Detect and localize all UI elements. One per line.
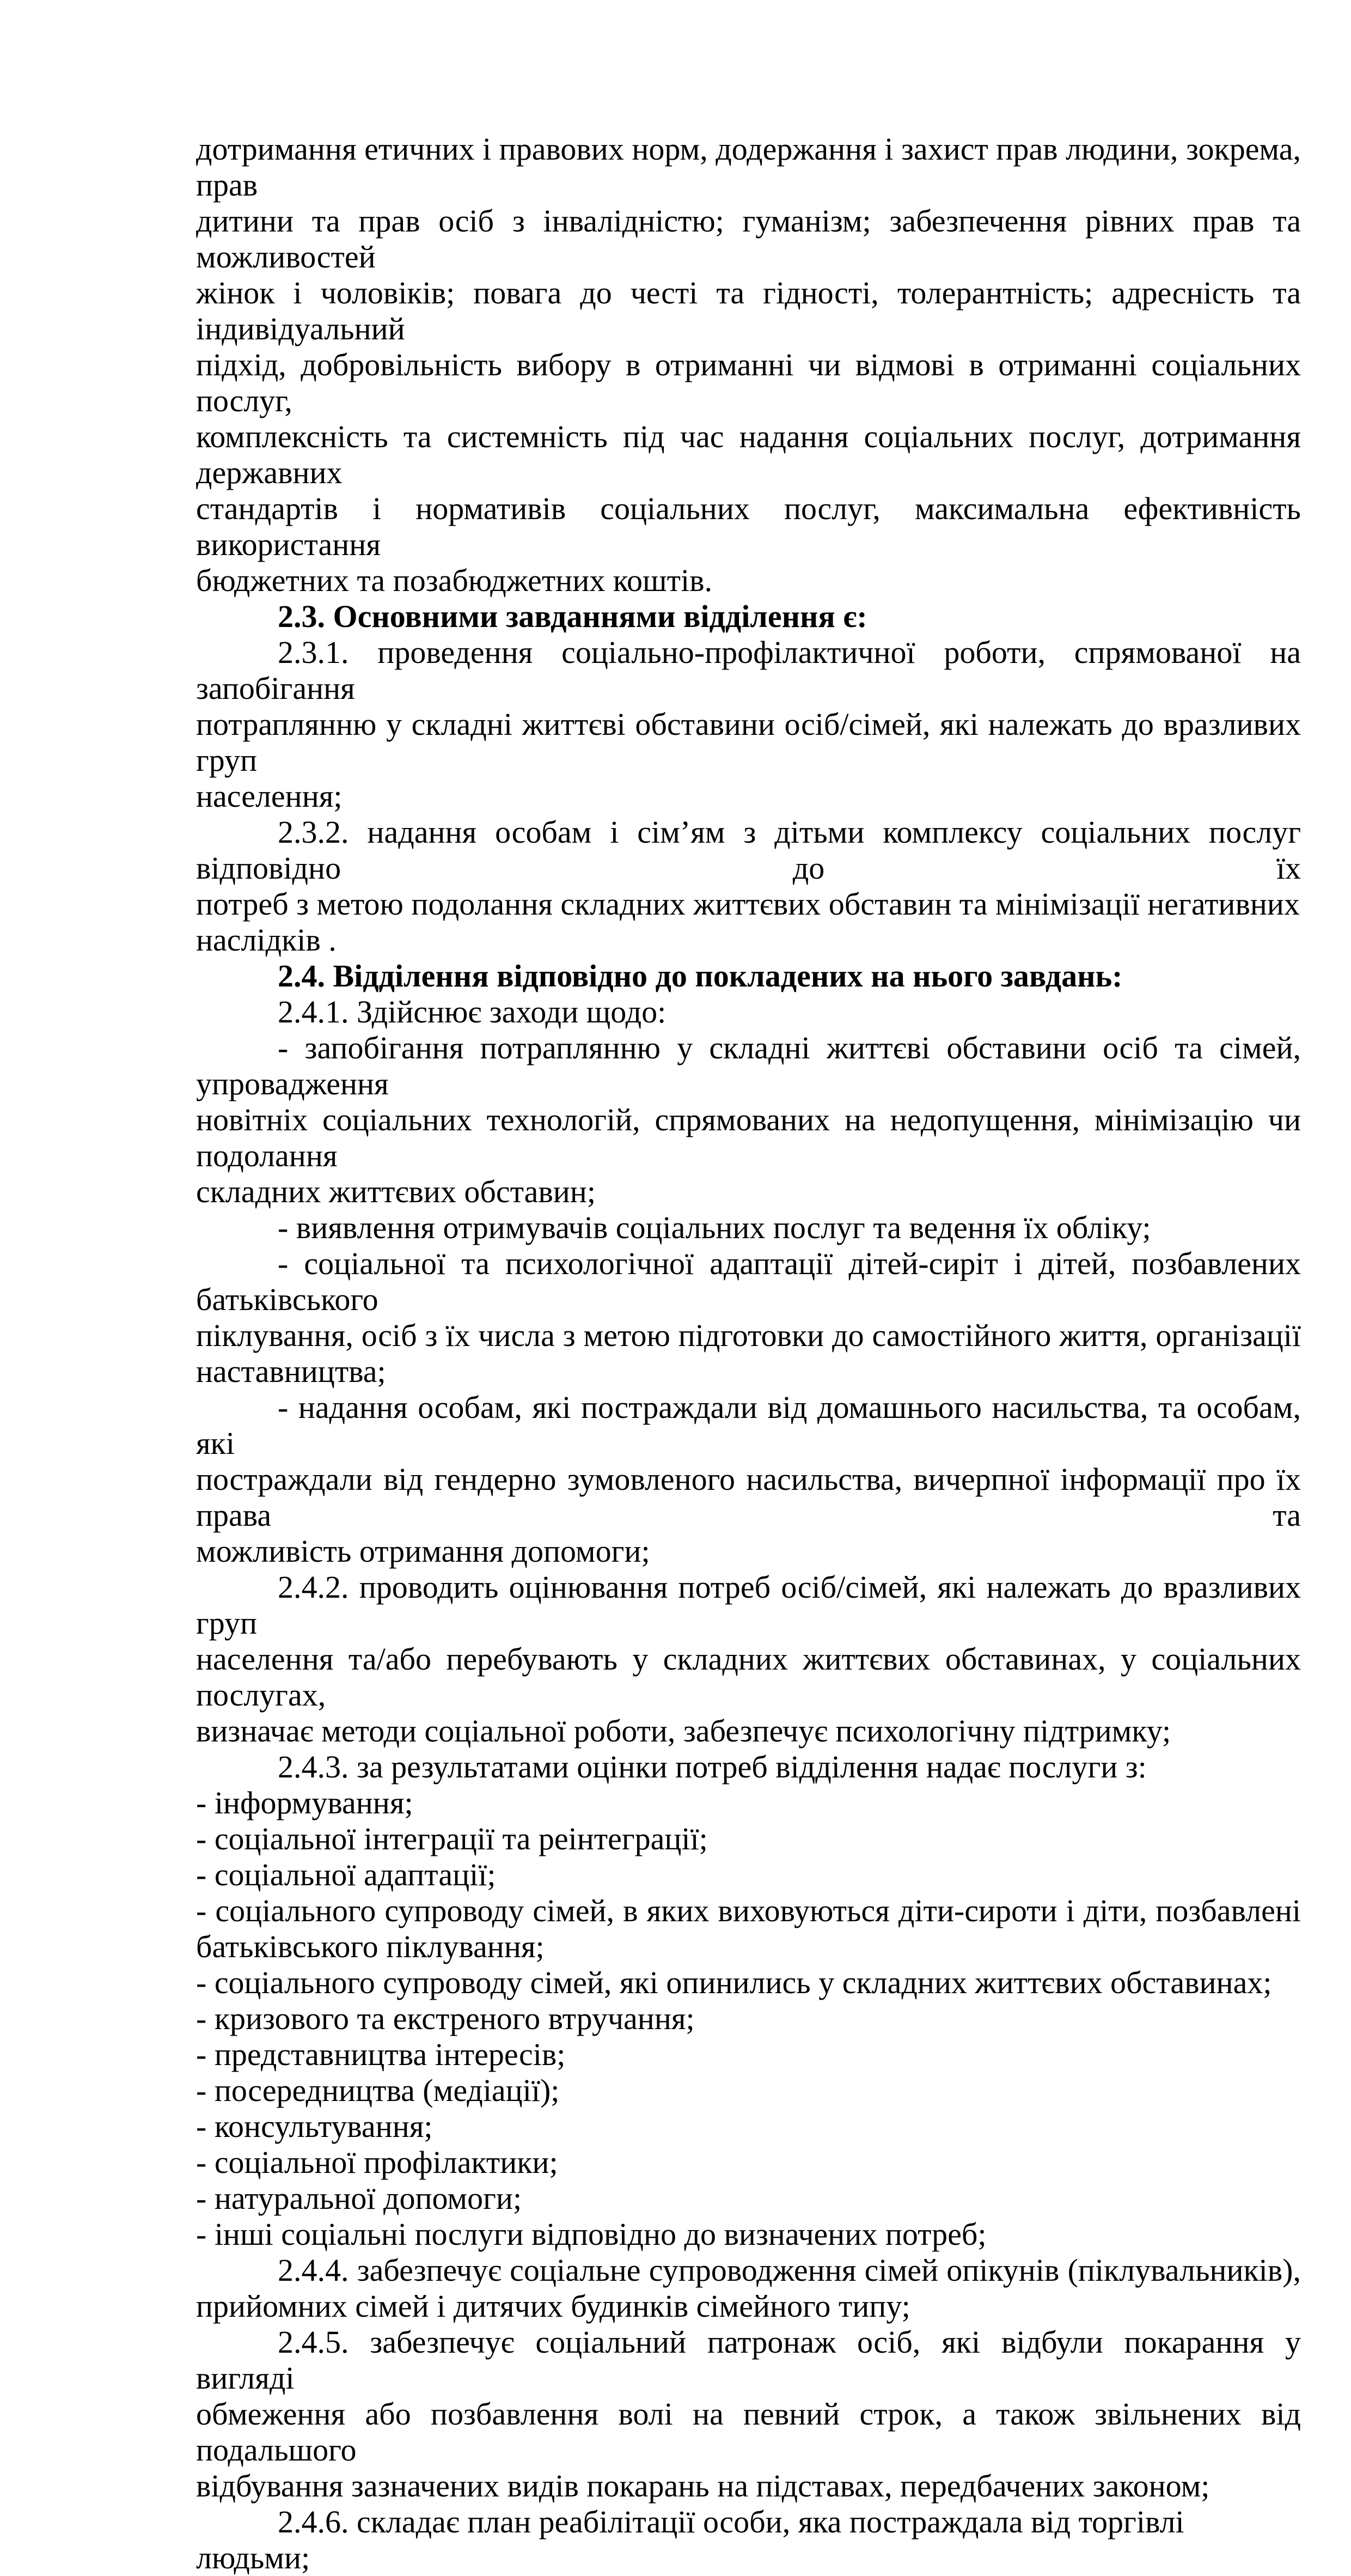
text-line: 2.4.6. складає план реабілітації особи, яка постраждала від торгівлі людьми; — [196, 2504, 1184, 2575]
text-line: 2.4. Відділення відповідно до покладених на нього завдань: — [278, 958, 1123, 994]
paragraph — [196, 1857, 1301, 1893]
paragraph — [196, 1893, 1301, 1965]
paragraph — [196, 1785, 1301, 1821]
text-line: прийомних сімей і дитячих будинків сімейного типу; — [196, 2288, 910, 2324]
text-line: можливість отримання допомоги; — [196, 1533, 650, 1569]
paragraph — [196, 2037, 1301, 2073]
text-line: 2.4.5. забезпечує соціальний патронаж осіб, які відбули покарання у вигляді — [196, 2324, 1301, 2396]
text-line: стандартів і нормативів соціальних послуг, максимальна ефективність використання — [196, 491, 1301, 562]
text-line: населення та/або перебувають у складних життєвих обставинах, у соціальних послугах, — [196, 1641, 1301, 1713]
paragraph — [196, 1246, 1301, 1390]
paragraph — [196, 1821, 1301, 1857]
text-line: - запобігання потраплянню у складні життєві обставини осіб та сімей, упровадження — [196, 1030, 1301, 1101]
text-line: - соціальної адаптації; — [196, 1857, 496, 1892]
paragraph — [196, 2073, 1301, 2109]
text-line: потраплянню у складні життєві обставини осіб/сімей, які належать до вразливих груп — [196, 707, 1301, 778]
paragraph — [196, 2145, 1301, 2181]
paragraph — [196, 1965, 1301, 2001]
text-line: - представництва інтересів; — [196, 2037, 566, 2072]
paragraph — [196, 2216, 1301, 2252]
text-line: батьківського піклування; — [196, 1929, 545, 1964]
text-line: - соціальної та психологічної адаптації дітей-сиріт і дітей, позбавлених батьківського — [196, 1246, 1301, 1317]
text-line: 2.4.3. за результатами оцінки потреб відділення надає послуги з: — [278, 1749, 1147, 1785]
paragraph — [196, 1030, 1301, 1210]
paragraph — [196, 635, 1301, 814]
text-line: - соціального супроводу сімей, які опинились у складних життєвих обставинах; — [196, 1965, 1272, 2000]
paragraph — [196, 1390, 1301, 1569]
paragraph — [196, 2181, 1301, 2216]
text-line: відбування зазначених видів покарань на підставах, передбачених законом; — [196, 2468, 1210, 2504]
paragraph — [196, 2109, 1301, 2145]
text-line: новітніх соціальних технологій, спрямованих на недопущення, мінімізацію чи подолання — [196, 1102, 1301, 1173]
text-line: - соціальної інтеграції та реінтеграції; — [196, 1821, 708, 1856]
text-line: постраждали від гендерно зумовленого насильства, вичерпної інформації про їх права та — [196, 1461, 1301, 1533]
paragraph — [196, 2001, 1301, 2037]
text-line: - кризового та екстреного втручання; — [196, 2001, 695, 2036]
text-line: піклування, осіб з їх числа з метою підготовки до самостійного життя, організації — [196, 1318, 1301, 1353]
paragraph — [196, 2324, 1301, 2504]
paragraph — [196, 131, 1301, 599]
text-line: 2.3.2. надання особам і сім’ям з дітьми комплексу соціальних послуг відповідно до їх — [196, 814, 1301, 886]
text-line: - надання особам, які постраждали від домашнього насильства, та особам, які — [196, 1390, 1301, 1461]
text-line: обмеження або позбавлення волі на певний строк, а також звільнених від подальшого — [196, 2396, 1301, 2468]
text-line: дитини та прав осіб з інвалідністю; гуманізм; забезпечення рівних прав та можливостей — [196, 203, 1301, 275]
document-text-block — [196, 131, 1301, 2576]
paragraph — [196, 1569, 1301, 1749]
text-line: визначає методи соціальної роботи, забезпечує психологічну підтримку; — [196, 1713, 1171, 1749]
text-line: 2.3. Основними завданнями відділення є: — [278, 599, 867, 634]
text-line: дотримання етичних і правових норм, додержання і захист прав людини, зокрема, прав — [196, 131, 1301, 203]
text-line: жінок і чоловіків; повага до честі та гідності, толерантність; адресність та індивідуальний — [196, 275, 1301, 346]
paragraph — [196, 994, 1301, 1030]
paragraph — [196, 2504, 1301, 2576]
text-line: - виявлення отримувачів соціальних послуг та ведення їх обліку; — [278, 1210, 1151, 1245]
paragraph — [196, 2252, 1301, 2324]
text-line: складних життєвих обставин; — [196, 1174, 596, 1209]
text-line: комплексність та системність під час надання соціальних послуг, дотримання державних — [196, 419, 1301, 490]
text-line: - інші соціальні послуги відповідно до визначених потреб; — [196, 2216, 987, 2252]
text-line: - інформування; — [196, 1785, 413, 1820]
text-line: - соціального супроводу сімей, в яких виховуються діти-сироти і діти, позбавлені — [196, 1893, 1301, 1928]
text-line: - посередництва (медіації); — [196, 2073, 560, 2108]
heading-paragraph — [196, 958, 1301, 994]
text-line: підхід, добровільність вибору в отриманні чи відмові в отриманні соціальних послуг, — [196, 347, 1301, 418]
text-line: наставництва; — [196, 1354, 386, 1389]
text-line: 2.4.2. проводить оцінювання потреб осіб/сімей, які належать до вразливих груп — [196, 1569, 1301, 1641]
paragraph — [196, 814, 1301, 958]
paragraph — [196, 1210, 1301, 1246]
text-line: бюджетних та позабюджетних коштів. — [196, 563, 712, 598]
text-line: населення; — [196, 778, 343, 814]
text-line: - консультування; — [196, 2109, 433, 2144]
text-line: 2.4.4. забезпечує соціальне супроводження сімей опікунів (піклувальників), — [278, 2252, 1301, 2288]
text-line: - соціальної профілактики; — [196, 2145, 558, 2180]
heading-paragraph — [196, 599, 1301, 635]
text-line: - натуральної допомоги; — [196, 2181, 522, 2216]
text-line: 2.3.1. проведення соціально-профілактичної роботи, спрямованої на запобігання — [196, 635, 1301, 706]
text-line: 2.4.1. Здійснює заходи щодо: — [278, 994, 667, 1030]
paragraph — [196, 1749, 1301, 1785]
text-line: потреб з метою подолання складних життєвих обставин та мінімізації негативних наслідків . — [196, 886, 1300, 958]
